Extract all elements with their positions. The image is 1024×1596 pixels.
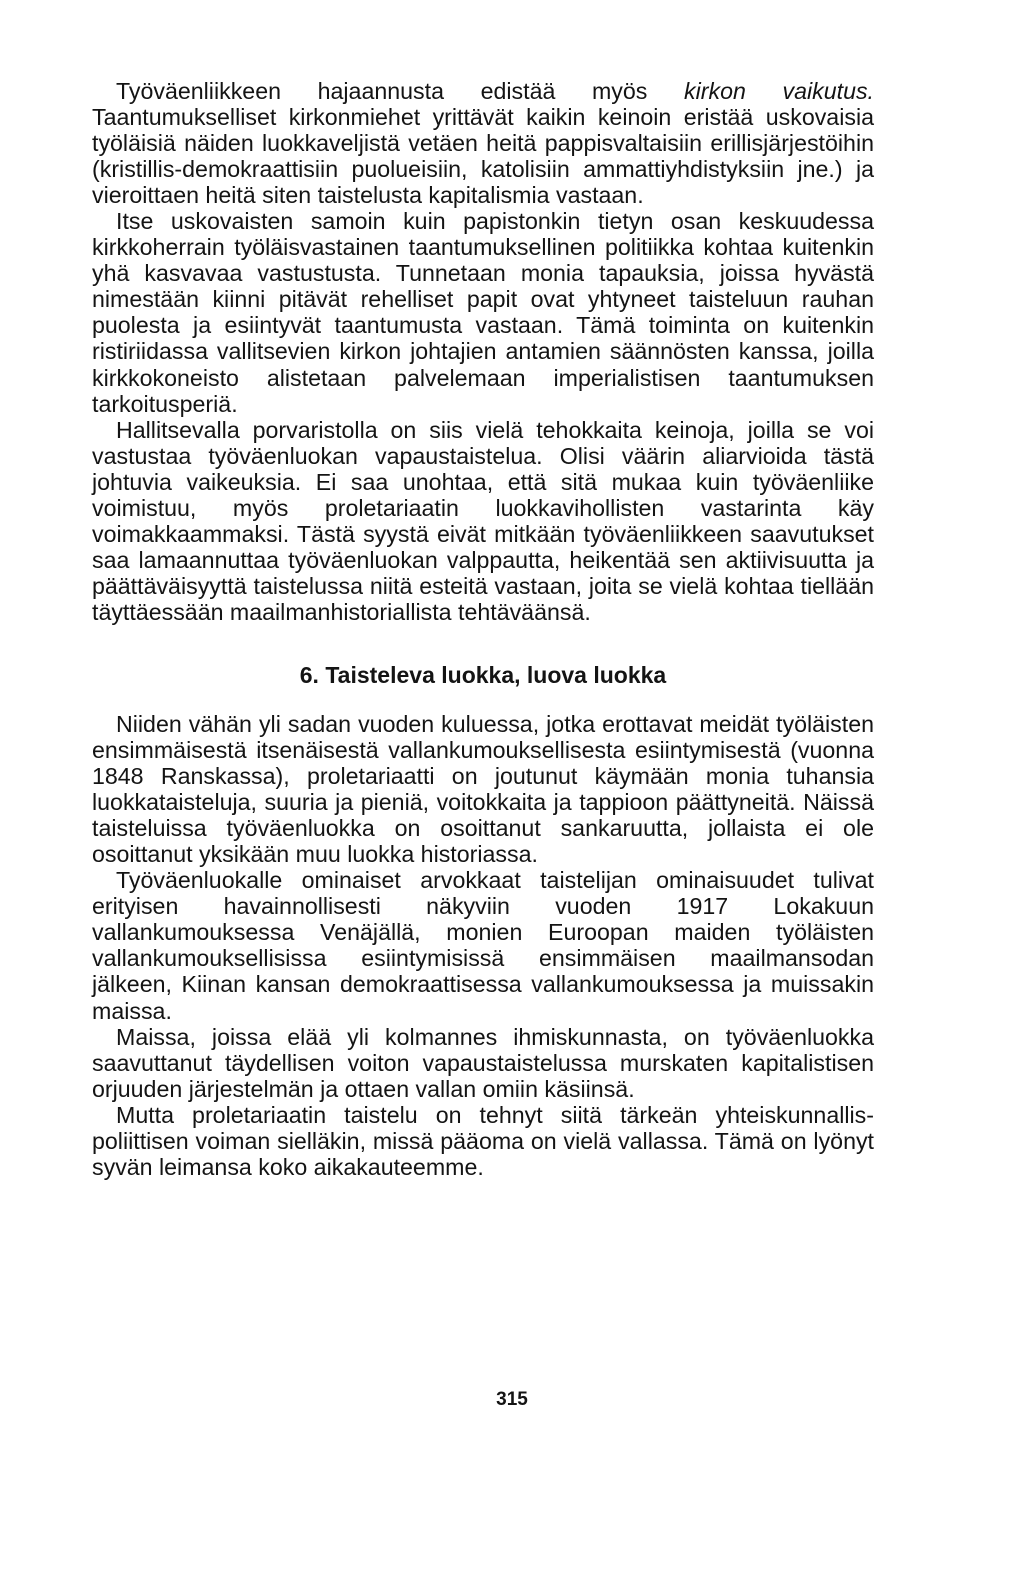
paragraph-text: Työväenliikkeen hajaannusta edistää myös: [116, 78, 685, 104]
paragraph: [92, 78, 874, 208]
paragraph: Mutta proletariaatin taistelu on tehnyt siitä tärkeän yhteiskunnallis-poliittisen voiman sielläkin, missä pääoma on vielä vallassa. Tämä on lyönyt syvän leimansa koko aikakauteemme.: [92, 1101, 874, 1180]
paragraph-text: Taantumukselliset kirkonmiehet yrittävät kaikin keinoin eristää uskovaisia työläisiä näiden luokkaveljistä vetäen heitä pappisvaltaisiin erillisjärjestöihin (kristillis-demokraattisiin puolueisiin, katolisiin ammattiyhdistyksiin jne.) ja vieroittaen heitä siten taistelusta kapitalismia vastaan.: [92, 104, 874, 209]
page-body: [92, 78, 874, 1180]
paragraph: Niiden vähän yli sadan vuoden kuluessa, jotka erottavat meidät työläisten ensimmäisestä itsenäisestä vallankumouksellisesta esiintymisestä (vuonna 1848 Ranskassa), proletariaatti on joutunut käymään monia tuhansia luokkataisteluja, suuria ja pieniä, voitokkaita ja tappioon päättyneitä. Näissä taisteluissa työväenluokka on osoittanut sankaruutta, jollaista ei ole osoittanut yksikään muu luokka historiassa.: [92, 710, 874, 868]
page-number: 315: [496, 1389, 528, 1410]
paragraph: Hallitsevalla porvaristolla on siis vielä tehokkaita keinoja, joilla se voi vastustaa työväenluokan vapaustaistelua. Olisi väärin aliarvioida tästä johtuvia vaikeuksia. Ei saa unohtaa, että sitä mukaa kuin työväenliike voimistuu, myös proletariaatin luokkavihollisten vastarinta käy voimakkaammaksi. Tästä syystä eivät mitkään työväenliikkeen saavutukset saa lamaannuttaa työväenluokan valppautta, heikentää sen aktiivisuutta ja päättäväisyyttä taistelussa niitä esteitä vastaan, joita se vielä kohtaa tiellään täyttäessään maailmanhistoriallista tehtäväänsä.: [92, 416, 874, 625]
section-heading: 6. Taisteleva luokka, luova luokka: [299, 661, 667, 688]
paragraph: Maissa, joissa elää yli kolmannes ihmiskunnasta, on työväenluokka saavuttanut täydellisen voiton vapaustaistelussa murskaten kapitalistisen orjuuden järjestelmän ja ottaen vallan omiin käsiinsä.: [92, 1023, 874, 1102]
paragraph: Työväenluokalle ominaiset arvokkaat taistelijan ominaisuudet tulivat erityisen havainnollisesti näkyviin vuoden 1917 Lokakuun vallankumouksessa Venäjällä, monien Euroopan maiden työläisten vallankumouksellisissa esiintymisissä ensimmäisen maailmansodan jälkeen, Kiinan kansan demokraattisessa vallankumouksessa ja muissakin maissa.: [92, 867, 874, 1024]
emphasis-text: kirkon vaikutus.: [684, 78, 874, 104]
paragraph: Itse uskovaisten samoin kuin papistonkin tietyn osan keskuudessa kirkkoherrain työläisvastainen taantumuksellinen politiikka kohtaa kuitenkin yhä kasvavaa vastustusta. Tunnetaan monia tapauksia, joissa hyvästä nimestään kiinni pitävät rehelliset papit ovat yhtyneet taisteluun rauhan puolesta ja esiintyvät taantumusta vastaan. Tämä toiminta on kuitenkin ristiriidassa vallitsevien kirkon johtajien antamien säännösten kanssa, joilla kirkkokoneisto alistetaan palvelemaan imperialistisen taantumuksen tarkoitusperiä.: [92, 208, 874, 417]
